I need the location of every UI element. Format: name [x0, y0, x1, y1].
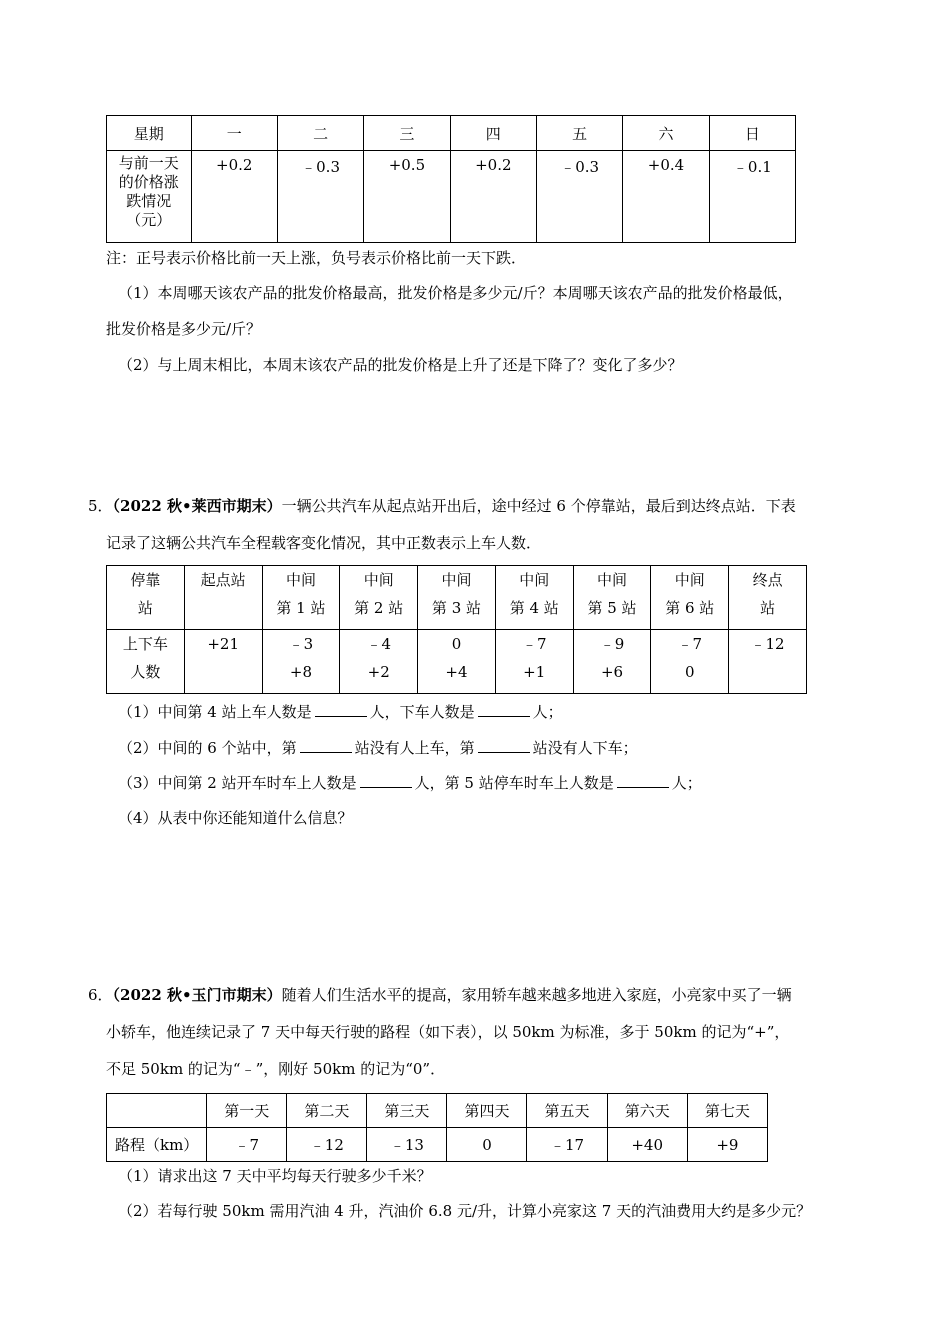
question-5-sub4: （4）从表中你还能知道什么信息？ — [118, 809, 353, 827]
table-header-cell: 第七天 — [687, 1094, 767, 1128]
table-header-cell: 五 — [537, 116, 623, 151]
answer-blank[interactable] — [617, 773, 669, 788]
note-text: 注：正号表示价格比前一天上涨，负号表示价格比前一天下跌． — [106, 249, 527, 267]
passenger-change: +1 — [523, 663, 546, 681]
mileage-cell: ﹣7 — [207, 1128, 287, 1162]
station-line2: 第 5 站 — [587, 599, 637, 617]
answer-blank[interactable] — [478, 738, 530, 753]
sub-text: （1）中间第 4 站上车人数是 — [118, 703, 312, 721]
table-value-cell: +0.2 — [450, 151, 536, 243]
station-line1: 中间 — [441, 571, 472, 589]
mileage-cell: 0 — [447, 1128, 527, 1162]
station-cell — [184, 566, 262, 630]
sub-text: 人； — [671, 774, 702, 792]
table-value-cell: ﹣0.3 — [277, 151, 363, 243]
header-line: 停靠 — [130, 571, 161, 589]
station-line2: 第 3 站 — [431, 599, 482, 617]
station-line2: 第 1 站 — [276, 599, 326, 617]
station-line1: 起点站 — [200, 571, 246, 589]
table-value-cell: +0.2 — [191, 151, 277, 243]
answer-blank[interactable] — [478, 702, 530, 717]
row-label-line: 跌情况 — [126, 192, 172, 210]
passenger-change: ﹣12 — [750, 635, 785, 653]
sub-text: （2）中间的 6 个站中，第 — [118, 739, 297, 757]
passenger-change: ﹣7 — [677, 635, 703, 653]
row-label-cell — [107, 630, 185, 694]
station-line2: 第 4 站 — [509, 599, 559, 617]
passenger-cell — [729, 630, 807, 694]
passenger-cell — [573, 630, 651, 694]
passenger-change: ﹣4 — [366, 635, 391, 653]
question-5-sub2 — [118, 738, 638, 758]
station-cell — [729, 566, 807, 630]
table-value-cell: +0.4 — [623, 151, 709, 243]
station-line1: 中间 — [674, 571, 705, 589]
bus-passenger-table — [106, 565, 807, 694]
passenger-cell — [262, 630, 340, 694]
station-line1: 终点 — [752, 571, 783, 589]
passenger-change: ﹣9 — [599, 635, 625, 653]
passenger-change: ﹣3 — [288, 635, 314, 653]
sub-text: 站没有人上车，第 — [354, 739, 475, 757]
station-cell — [418, 566, 496, 630]
table-header-cell — [107, 1094, 207, 1128]
answer-blank[interactable] — [315, 702, 367, 717]
question-text: 一辆公共汽车从起点站开出后，途中经过 6 个停靠站，最后到达终点站．下表 — [281, 497, 796, 515]
question-5-sub3 — [118, 773, 702, 793]
question-number: 5． — [88, 497, 113, 515]
table-header-cell: 一 — [191, 116, 277, 151]
mileage-table — [106, 1093, 768, 1162]
passenger-change: +6 — [600, 663, 624, 681]
sub-text: 站没有人下车； — [532, 739, 638, 757]
question-4-sub1-line1: （1）本周哪天该农产品的批发价格最高，批发价格是多少元/斤？本周哪天该农产品的批发价格最低， — [118, 284, 793, 302]
passenger-change: +2 — [367, 663, 390, 681]
passenger-change: +21 — [207, 635, 239, 653]
table-header-cell: 第三天 — [367, 1094, 447, 1128]
header-line: 站 — [137, 599, 153, 617]
question-4-sub1-line2: 批发价格是多少元/斤？ — [106, 320, 262, 338]
passenger-change: 0 — [684, 663, 695, 681]
price-change-table — [106, 115, 796, 243]
table-header-cell — [107, 566, 185, 630]
question-source: （2022 秋•玉门市期末） — [112, 986, 282, 1004]
question-6-line1 — [88, 985, 792, 1005]
passenger-cell — [340, 630, 418, 694]
answer-blank[interactable] — [300, 738, 352, 753]
passenger-cell — [184, 630, 262, 694]
row-label-line: 的价格涨 — [118, 173, 179, 191]
mileage-cell: +40 — [607, 1128, 687, 1162]
row-label-line: 与前一天 — [118, 154, 179, 172]
mileage-cell: ﹣13 — [367, 1128, 447, 1162]
table-value-cell: ﹣0.3 — [537, 151, 623, 243]
question-6-sub1: （1）请求出这 7 天中平均每天行驶多少千米？ — [118, 1167, 432, 1185]
sub-text: （3）中间第 2 站开车时车上人数是 — [118, 774, 357, 792]
station-cell — [651, 566, 729, 630]
question-6-sub2: （2）若每行驶 50km 需用汽油 4 升，汽油价 6.8 元/升，计算小亮家这 7 天的汽油费用大约是多少元？ — [118, 1202, 812, 1220]
question-number: 6． — [88, 986, 113, 1004]
sub-text: 人，下车人数是 — [369, 703, 475, 721]
table-header-cell: 二 — [277, 116, 363, 151]
question-6-line2: 小轿车，他连续记录了 7 天中每天行驶的路程（如下表），以 50km 为标准，多于 50km 的记为“+”， — [106, 1023, 790, 1041]
table-header-cell: 六 — [623, 116, 709, 151]
station-line1: 中间 — [363, 571, 394, 589]
question-5-sub1 — [118, 702, 563, 722]
passenger-change: 0 — [451, 635, 462, 653]
mileage-cell: ﹣17 — [527, 1128, 607, 1162]
passenger-cell — [651, 630, 729, 694]
passenger-cell — [418, 630, 496, 694]
table-header-cell: 星期 — [107, 116, 192, 151]
sub-text: 人； — [532, 703, 563, 721]
table-header-cell: 四 — [450, 116, 536, 151]
answer-blank[interactable] — [360, 773, 412, 788]
passenger-cell — [495, 630, 573, 694]
station-cell — [573, 566, 651, 630]
passenger-change: +4 — [445, 663, 468, 681]
passenger-change: +8 — [289, 663, 312, 681]
row-label-cell: 路程（km） — [107, 1128, 207, 1162]
table-value-cell: +0.5 — [364, 151, 450, 243]
table-header-cell: 第五天 — [527, 1094, 607, 1128]
station-line1: 中间 — [285, 571, 316, 589]
row-label-line: （元） — [126, 211, 172, 229]
mileage-cell: ﹣12 — [287, 1128, 367, 1162]
question-source: （2022 秋•莱西市期末） — [112, 497, 282, 515]
passenger-change: ﹣7 — [521, 635, 547, 653]
question-text: 随着人们生活水平的提高，家用轿车越来越多地进入家庭，小亮家中买了一辆 — [281, 986, 792, 1004]
question-5-line2: 记录了这辆公共汽车全程载客变化情况，其中正数表示上车人数． — [106, 534, 542, 552]
station-cell — [262, 566, 340, 630]
row-label-line: 上下车 — [122, 635, 168, 653]
table-value-cell: ﹣0.1 — [709, 151, 795, 243]
station-line2: 站 — [760, 599, 776, 617]
table-header-cell: 第二天 — [287, 1094, 367, 1128]
question-4-sub2: （2）与上周末相比，本周末该农产品的批发价格是上升了还是下降了？变化了多少？ — [118, 356, 683, 374]
station-cell — [495, 566, 573, 630]
question-5-line1 — [88, 496, 796, 516]
station-cell — [340, 566, 418, 630]
station-line1: 中间 — [519, 571, 550, 589]
mileage-cell: +9 — [687, 1128, 767, 1162]
table-header-cell: 第一天 — [207, 1094, 287, 1128]
station-line1: 中间 — [597, 571, 628, 589]
row-label-cell — [107, 151, 192, 243]
table-header-cell: 日 — [709, 116, 795, 151]
row-label-line: 人数 — [130, 663, 161, 681]
table-header-cell: 第六天 — [607, 1094, 687, 1128]
table-header-cell: 第四天 — [447, 1094, 527, 1128]
table-header-cell: 三 — [364, 116, 450, 151]
station-line2: 第 6 站 — [665, 599, 715, 617]
question-6-line3: 不足 50km 的记为“﹣”，刚好 50km 的记为“0”． — [106, 1060, 446, 1078]
station-line2: 第 2 站 — [354, 599, 404, 617]
sub-text: 人，第 5 站停车时车上人数是 — [414, 774, 614, 792]
